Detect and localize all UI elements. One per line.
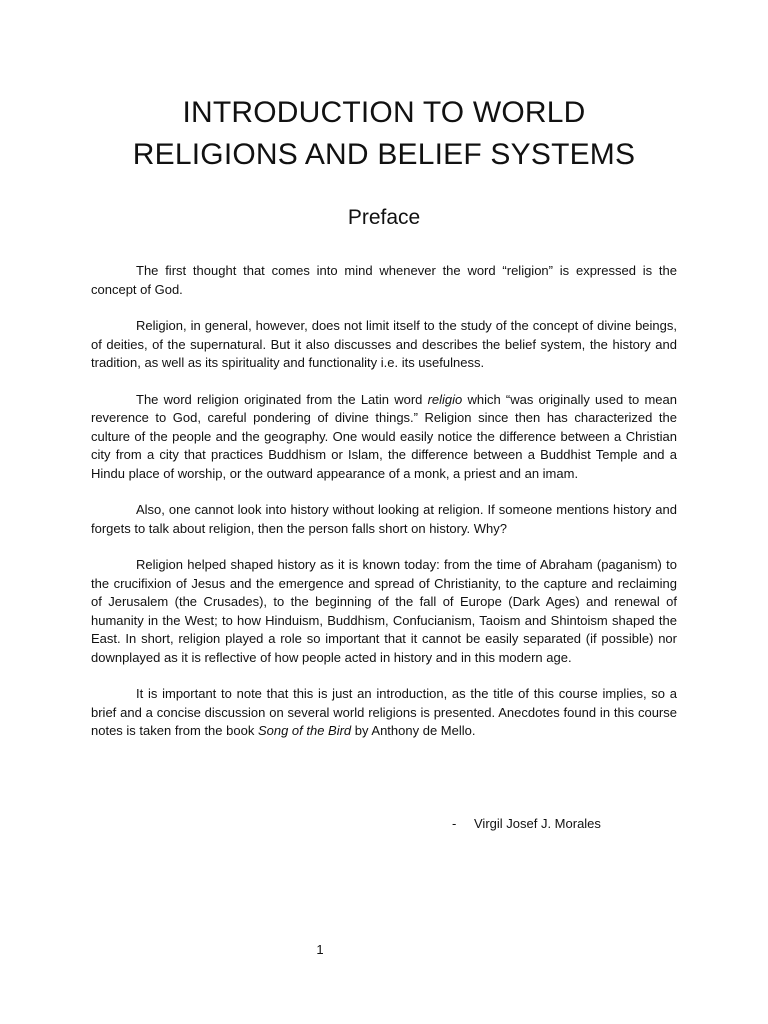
- paragraph-3-text-a: The word religion originated from the Latin word: [136, 391, 428, 407]
- paragraph-2: Religion, in general, however, does not limit itself to the study of the concept of divine beings, of deities, of the supernatural. But it also discusses and describes the belief system, the history and tradition, as well as its spirituality and functionality i.e. its usefulness.: [91, 318, 677, 370]
- paragraph-3-text-b: which “was originally used to mean reverence to God, careful pondering of divine things.” Religion since then has characterized the culture of the people and the geography. One would easily notice the difference between a Christian city from a city that practices Buddhism or Islam, the difference between a Buddhist Temple and a Hindu place of worship, or the outward appearance of a monk, a priest and an imam.: [91, 391, 677, 481]
- signature-dash: -: [452, 816, 457, 831]
- paragraph-3-italic: religio: [427, 391, 463, 407]
- title-line-2: RELIGIONS AND BELIEF SYSTEMS: [132, 138, 636, 171]
- page-title: [0, 92, 768, 176]
- paragraph-5: Religion helped shaped history as it is known today: from the time of Abraham (paganism) to the crucifixion of Jesus and the emergence and spread of Christianity, to the capture and reclaiming of Jerusalem (the Crusades), to the beginning of the fall of Europe (Dark Ages) and renewal of humanity in the West; to how Hinduism, Buddhism, Confucianism, Taoism and Shintoism shaped the East. In short, religion played a role so important that it cannot be easily separated (if possible) nor downplayed as it is reflective of how people acted in history and in this modern age.: [91, 557, 677, 665]
- paragraph-4: Also, one cannot look into history without looking at religion. If someone mentions history and forgets to talk about religion, then the person falls short on history. Why?: [91, 502, 677, 536]
- paragraph-6-text-a: It is important to note that this is just an introduction, as the title of this course implies, so a brief and a concise discussion on several world religions is presented. Anecdotes found in this course notes is taken from the book: [91, 686, 677, 738]
- paragraph-1: The first thought that comes into mind whenever the word “religion” is expressed is the concept of God.: [91, 263, 677, 297]
- author-name: Virgil Josef J. Morales: [474, 816, 601, 831]
- page-number: 1: [316, 942, 324, 957]
- paragraph-3: [91, 391, 677, 484]
- paragraph-6: [91, 685, 677, 741]
- section-heading: Preface: [347, 206, 421, 229]
- preface-body: [91, 262, 677, 759]
- title-line-1: INTRODUCTION TO WORLD: [182, 96, 586, 129]
- book-title: Song of the Bird: [257, 723, 352, 738]
- author-signature: [452, 815, 601, 833]
- paragraph-6-text-b: by Anthony de Mello.: [351, 723, 476, 738]
